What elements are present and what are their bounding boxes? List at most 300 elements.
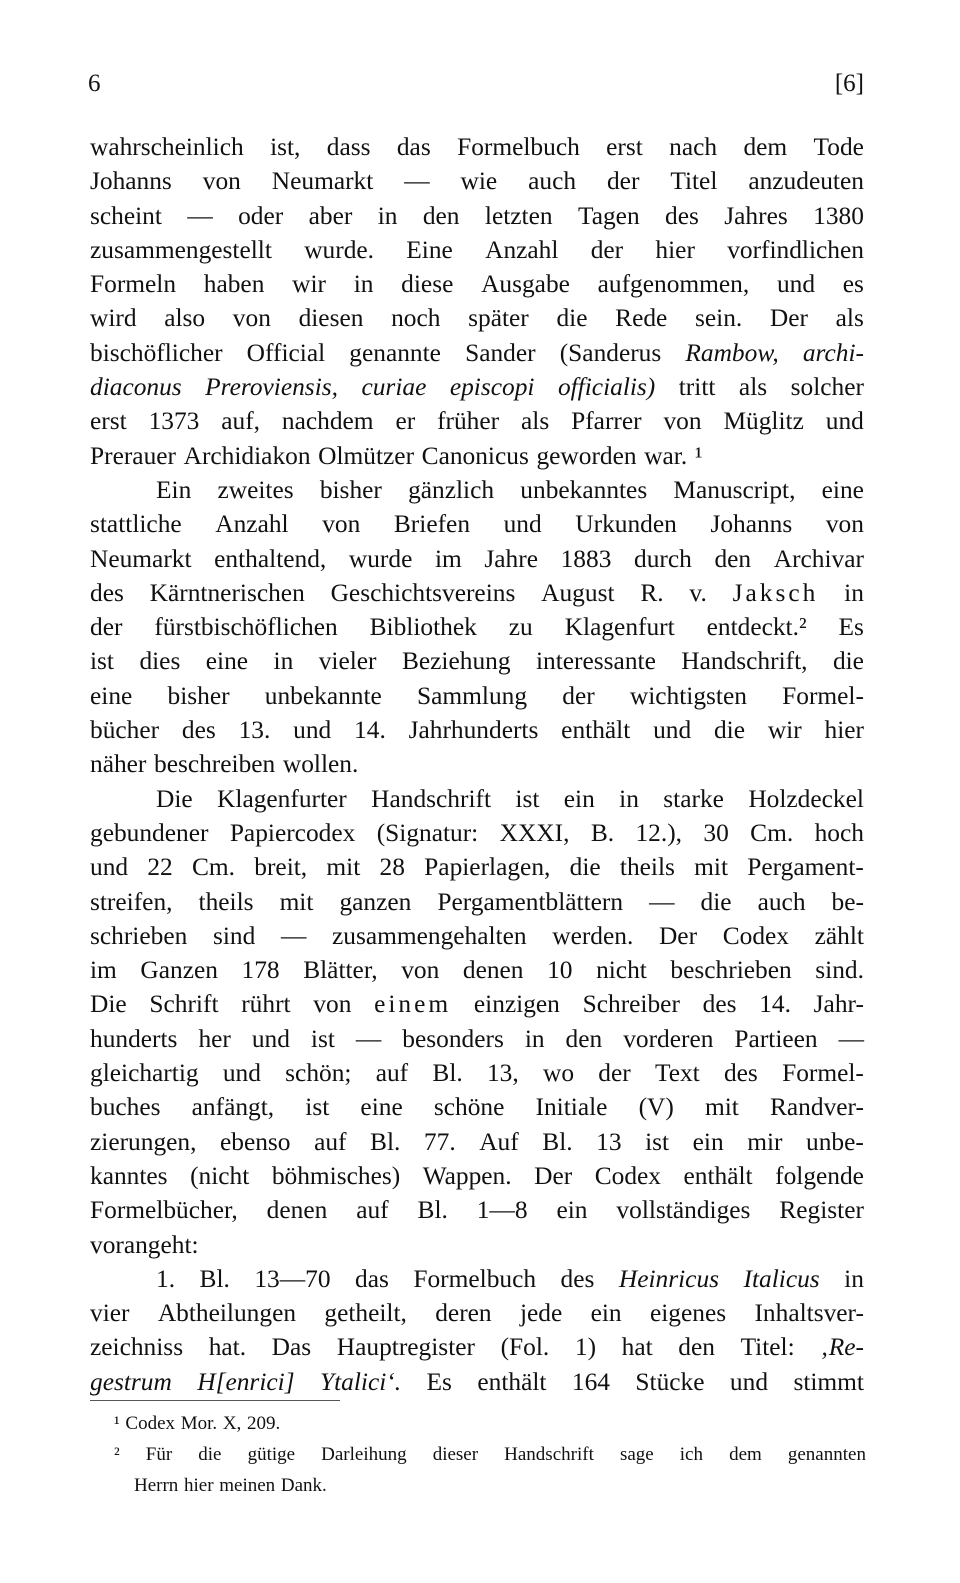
word: Ytalici‘. — [320, 1367, 402, 1396]
word: Der — [534, 1161, 573, 1190]
word: R. — [640, 578, 664, 607]
word: der — [590, 235, 624, 264]
word: Codex — [594, 1161, 661, 1190]
word: — — [355, 1024, 382, 1053]
word: früher — [437, 407, 500, 436]
word: Es — [838, 613, 864, 642]
word: Der — [769, 304, 808, 333]
word: die — [713, 716, 746, 745]
footnote-word: 209. — [246, 1413, 281, 1434]
word: auch — [757, 887, 806, 916]
word: Formelbuch — [413, 1264, 537, 1293]
word: be- — [831, 887, 864, 916]
word: als — [521, 407, 550, 436]
word: bischöflicher — [90, 338, 223, 367]
word: aber — [308, 201, 353, 230]
word: Schreiber — [582, 990, 680, 1019]
word: Klagenfurter — [217, 784, 347, 813]
word: zeichniss — [90, 1333, 184, 1362]
word: breit, — [254, 853, 308, 882]
word: unbekannte — [264, 681, 382, 710]
body-line — [90, 164, 864, 198]
word: Blätter, — [303, 956, 378, 985]
word: Urkunden — [575, 510, 677, 539]
word: auf — [314, 1127, 347, 1156]
word: nicht — [596, 956, 647, 985]
word: dass — [326, 133, 371, 161]
word: Heinricus — [618, 1264, 720, 1293]
word: curiae — [361, 373, 427, 402]
word: und — [825, 407, 864, 436]
body-line — [90, 1330, 864, 1364]
word: 12.), — [635, 818, 683, 847]
word: Neumarkt — [271, 167, 374, 196]
word: Sander — [465, 338, 536, 367]
word: Tagen — [577, 201, 640, 230]
footnote-word: hier — [184, 1475, 214, 1496]
word: Bl. — [199, 1264, 230, 1293]
word: Bl. — [542, 1127, 573, 1156]
body-line — [90, 610, 864, 644]
footnote-word: genannten — [787, 1444, 866, 1465]
word: in — [524, 1024, 545, 1053]
word: her — [198, 1024, 231, 1053]
word: August — [541, 578, 615, 607]
word: bücher — [90, 716, 160, 745]
word: anfängt, — [191, 1093, 275, 1122]
word: episcopi — [449, 373, 535, 402]
footnote-line — [114, 1408, 866, 1439]
word: theils — [198, 887, 254, 916]
word: diaconus — [90, 373, 182, 402]
word: von — [401, 956, 440, 985]
word: Rede — [615, 304, 668, 333]
word: Anzahl — [485, 235, 559, 264]
word: mir — [747, 1127, 783, 1156]
word: eine — [360, 1093, 403, 1122]
word: vollständiges — [616, 1196, 751, 1225]
footnote-divider — [90, 1400, 340, 1401]
footnote-line — [114, 1470, 866, 1501]
word: Pergamentblättern — [437, 887, 624, 916]
word: anzudeuten — [748, 167, 864, 196]
word: wo — [542, 1059, 575, 1088]
word: hoch — [814, 818, 864, 847]
word: geworden — [536, 441, 637, 470]
footnote-word: Für — [145, 1444, 173, 1465]
word: 77. — [423, 1127, 456, 1156]
word: in — [619, 784, 639, 813]
word: Papierlagen, — [424, 853, 551, 882]
word: von — [825, 510, 864, 539]
word: rührt — [241, 990, 291, 1019]
word: ist, — [270, 133, 301, 161]
word: enthaltend, — [214, 544, 327, 573]
word: wurde. — [304, 235, 375, 264]
word: 1. — [156, 1264, 176, 1293]
footnote-word: Mor. — [180, 1413, 218, 1434]
word: 28 — [379, 853, 405, 882]
word: Codex — [722, 921, 789, 950]
body-line — [90, 1228, 864, 1262]
body-line — [90, 576, 864, 610]
word: Auf — [479, 1127, 519, 1156]
word: ein — [590, 1299, 622, 1328]
word: Bl. — [417, 1196, 448, 1225]
word: hier — [655, 235, 695, 264]
word: Briefen — [393, 510, 471, 539]
word: hunderts — [90, 1024, 178, 1053]
word: Olmützer — [318, 441, 415, 470]
word: von — [313, 990, 352, 1019]
word: die — [700, 887, 732, 916]
word: dies — [139, 647, 181, 676]
word: 1) — [574, 1333, 597, 1362]
word: zusammengestellt — [90, 235, 272, 264]
word: des — [702, 990, 737, 1019]
word: bisher — [319, 475, 382, 504]
body-line — [90, 199, 864, 233]
word: diese — [401, 270, 454, 299]
word: zusammengehalten — [331, 921, 527, 950]
word: eine — [205, 647, 249, 676]
word: ‚Re- — [820, 1333, 864, 1362]
word: ist — [310, 1024, 335, 1053]
word: ein — [556, 1196, 588, 1225]
word: Partieen — [734, 1024, 818, 1053]
word: Titel — [670, 167, 718, 196]
word: Bl. — [432, 1059, 463, 1088]
word: vier — [90, 1299, 130, 1328]
word: der — [598, 1059, 631, 1088]
footnote-word: sage — [619, 1444, 654, 1465]
word: mit — [279, 887, 314, 916]
word: Initiale — [535, 1093, 608, 1122]
word: den — [422, 201, 460, 230]
body-line — [90, 816, 864, 850]
word: erst — [90, 407, 127, 436]
word: Papiercodex — [229, 818, 356, 847]
word: und — [90, 853, 129, 882]
body-line — [90, 679, 864, 713]
word: diesen — [298, 304, 364, 333]
word: (V) — [638, 1093, 674, 1122]
word: Ganzen — [140, 956, 218, 985]
word: des — [665, 201, 699, 230]
word: Neumarkt — [90, 544, 192, 573]
word: und — [293, 716, 332, 745]
body-line — [90, 987, 864, 1021]
body-line — [90, 1365, 864, 1399]
word: letzten — [484, 201, 553, 230]
word: Pfarrer — [571, 407, 642, 436]
word: 13, — [486, 1059, 519, 1088]
word: getheilt, — [324, 1299, 407, 1328]
body-line — [90, 885, 864, 919]
word: des — [181, 716, 216, 745]
word: Sammlung — [417, 681, 528, 710]
word: ein — [692, 1127, 724, 1156]
body-line — [90, 404, 864, 438]
word: vorangeht: — [90, 1230, 199, 1259]
word: wichtigsten — [629, 681, 747, 710]
body-line — [90, 1262, 864, 1296]
word: Archivar — [773, 544, 864, 573]
body-line — [90, 953, 864, 987]
word: Titel: — [740, 1333, 795, 1362]
word: zu — [508, 613, 533, 642]
body-line — [90, 644, 864, 678]
word: der — [606, 167, 640, 196]
word: 30 — [703, 818, 729, 847]
word: des — [560, 1264, 595, 1293]
word: Müglitz — [723, 407, 804, 436]
word: und — [222, 1059, 261, 1088]
word: wird — [90, 304, 137, 333]
word: oder — [238, 201, 284, 230]
word: der — [90, 613, 123, 642]
word: sind — [212, 921, 256, 950]
word: wir — [767, 716, 802, 745]
word: gänzlich — [408, 475, 495, 504]
word: des — [723, 1059, 758, 1088]
word: gleichartig — [90, 1059, 199, 1088]
word: nachdem — [281, 407, 374, 436]
word: in — [844, 1264, 864, 1293]
word: Handschrift, — [681, 647, 808, 676]
word: archi- — [802, 338, 864, 367]
word: enthält — [561, 716, 631, 745]
word: Ausgabe — [481, 270, 570, 299]
word: 178 — [241, 956, 280, 985]
word: kanntes — [90, 1161, 168, 1190]
word: Cm. — [750, 818, 794, 847]
body-line — [90, 439, 864, 473]
word: Tode — [813, 133, 864, 161]
word: hat. — [208, 1333, 247, 1362]
word: 13. — [238, 716, 271, 745]
word: H[enrici] — [197, 1367, 295, 1396]
word: Canonicus — [421, 441, 529, 470]
word: zweites — [217, 475, 294, 504]
word: hat — [621, 1333, 653, 1362]
body-line — [90, 1193, 864, 1227]
footnote-line — [114, 1439, 866, 1470]
word: Manuscript, — [673, 475, 796, 504]
word: 14. — [759, 990, 791, 1019]
word: wurde — [348, 544, 413, 573]
word: den — [678, 1333, 715, 1362]
word: wollen. — [282, 750, 359, 779]
word: solcher — [790, 373, 864, 402]
body-line — [90, 713, 864, 747]
body-text — [90, 130, 864, 1399]
body-line — [90, 336, 864, 370]
word: Archidiakon — [183, 441, 311, 470]
word: vieler — [318, 647, 377, 676]
word: Bl. — [370, 1127, 401, 1156]
word: auch — [528, 167, 577, 196]
word: XXXI, — [499, 818, 570, 847]
word: mit — [694, 853, 729, 882]
word: Italicus — [743, 1264, 820, 1293]
word: als — [835, 304, 864, 333]
body-line — [90, 370, 864, 404]
word: (nicht — [190, 1161, 250, 1190]
word: 13—70 — [254, 1264, 331, 1293]
word: buches — [90, 1093, 161, 1122]
word: es — [842, 270, 864, 299]
word: werden. — [552, 921, 634, 950]
word: Die — [156, 784, 193, 813]
word: im — [90, 956, 117, 985]
word: 1883 — [560, 544, 612, 573]
body-line — [90, 747, 864, 781]
word: beschrieben — [670, 956, 792, 985]
word: bisher — [167, 681, 230, 710]
word: — — [187, 201, 213, 230]
body-line — [90, 267, 864, 301]
word: im — [434, 544, 462, 573]
word: unbekanntes — [520, 475, 648, 504]
word: Jahre — [484, 544, 538, 573]
word: vorderen — [623, 1024, 714, 1053]
word: ganzen — [339, 887, 412, 916]
word: Formelbücher, — [90, 1196, 238, 1225]
word: in — [353, 270, 374, 299]
word: Johanns — [710, 510, 793, 539]
footnote-word: Herrn — [134, 1475, 179, 1496]
body-line — [90, 1022, 864, 1056]
word: — — [649, 887, 675, 916]
word: eigenes — [649, 1299, 727, 1328]
word: dem — [743, 133, 788, 161]
word: Hauptregister — [336, 1333, 475, 1362]
word: (Fol. — [500, 1333, 550, 1362]
word: auf — [375, 1059, 409, 1088]
word: noch — [391, 304, 441, 333]
word: den — [714, 544, 752, 573]
word: B. — [590, 818, 615, 847]
word: in — [377, 201, 398, 230]
word: ist — [515, 784, 540, 813]
footnote-word: Darleihung — [321, 1444, 407, 1465]
word: Klagenfurt — [564, 613, 675, 642]
word: ist — [305, 1093, 330, 1122]
word: von — [232, 304, 271, 333]
word: schrieben — [90, 921, 188, 950]
word: hier — [824, 716, 864, 745]
word: einzigen — [473, 990, 560, 1019]
word: starke — [663, 784, 724, 813]
word: streifen, — [90, 887, 173, 916]
word: ¹ — [694, 441, 703, 470]
word: — — [838, 1024, 864, 1053]
word: nach — [669, 133, 718, 161]
word: gestrum — [90, 1367, 172, 1396]
word: böhmisches) — [271, 1161, 401, 1190]
word: aufgenommen, — [597, 270, 750, 299]
word: Register — [779, 1196, 864, 1225]
word: Kärntnerischen — [149, 578, 305, 607]
word: besonders — [402, 1024, 504, 1053]
word: wir — [292, 270, 326, 299]
word: Anzahl — [215, 510, 289, 539]
footnote-word: Dank. — [280, 1475, 327, 1496]
body-line — [90, 542, 864, 576]
word: unbe- — [806, 1127, 864, 1156]
word: Formel- — [782, 681, 864, 710]
word: Bibliothek — [369, 613, 477, 642]
word: Formel- — [782, 1059, 864, 1088]
footnote-word: dem — [729, 1444, 762, 1465]
word: Official — [246, 338, 326, 367]
word: Wappen. — [422, 1161, 512, 1190]
word: 1—8 — [476, 1196, 528, 1225]
word: in — [273, 647, 294, 676]
body-line — [90, 1056, 864, 1090]
word: die — [569, 853, 601, 882]
word: also — [164, 304, 206, 333]
word: Ein — [156, 475, 192, 504]
word: beschreiben — [154, 750, 276, 779]
footnote-word: ¹ — [114, 1413, 120, 1434]
word: Jaksch — [732, 578, 819, 607]
word: scheint — [90, 201, 162, 230]
word: schöne — [433, 1093, 505, 1122]
footnote-word: X, — [222, 1413, 242, 1434]
word: folgende — [775, 1161, 864, 1190]
footnotes — [114, 1408, 866, 1501]
word: und — [503, 510, 542, 539]
word: Pergament- — [747, 853, 864, 882]
word: und — [653, 716, 692, 745]
word: Rambow, — [685, 338, 779, 367]
word: Beziehung — [401, 647, 511, 676]
word: gebundener — [90, 818, 209, 847]
word: schön; — [285, 1059, 352, 1088]
body-line — [90, 1090, 864, 1124]
body-line — [90, 782, 864, 816]
word: Randver- — [769, 1093, 864, 1122]
word: eine — [821, 475, 864, 504]
word: von — [322, 510, 361, 539]
word: Jahr- — [813, 990, 864, 1019]
word: mit — [704, 1093, 739, 1122]
word: Formeln — [90, 270, 177, 299]
word: (Sanderus — [559, 338, 662, 367]
word: ebenso — [220, 1127, 291, 1156]
word: Preroviensis, — [205, 373, 338, 402]
footnote-word: Codex — [125, 1413, 175, 1434]
word: 1373 — [148, 407, 200, 436]
footnote-word: meinen — [219, 1475, 276, 1496]
word: Cm. — [191, 853, 236, 882]
word: näher — [90, 750, 147, 779]
word: Jahrhunderts — [408, 716, 539, 745]
word: Johanns — [90, 167, 172, 196]
word: sein. — [695, 304, 743, 333]
word: genannte — [349, 338, 441, 367]
footnote-word: dieser — [432, 1444, 479, 1465]
word: von — [202, 167, 241, 196]
word: Formelbuch — [457, 133, 580, 161]
word: erst — [606, 133, 643, 161]
word: zierungen, — [90, 1127, 197, 1156]
body-line — [90, 507, 864, 541]
word: 13 — [596, 1127, 622, 1156]
body-line — [90, 850, 864, 884]
